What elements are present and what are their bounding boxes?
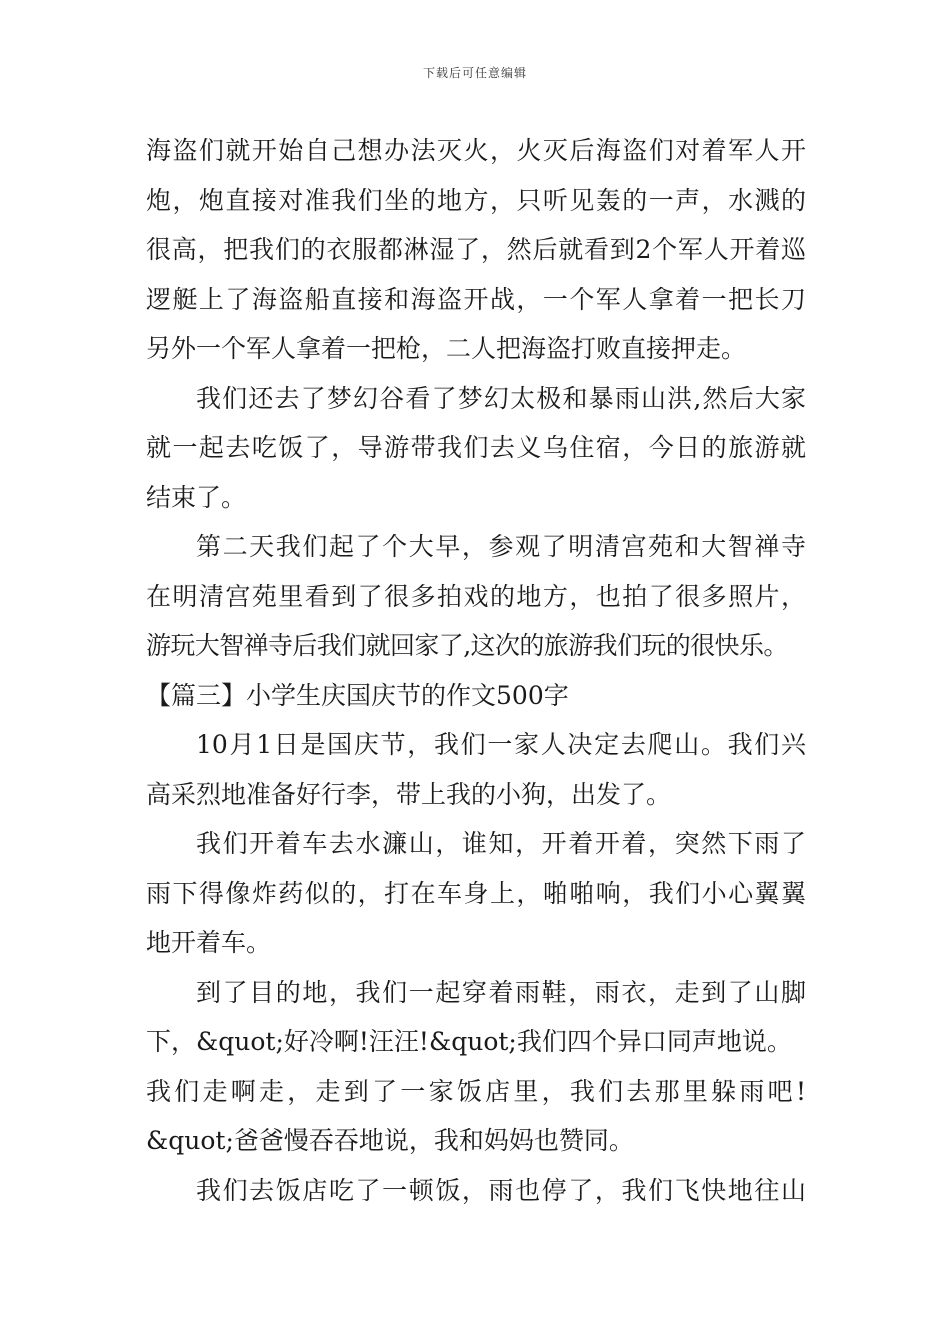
text-line: 我们走啊走，走到了一家饭店里，我们去那里躲雨吧! xyxy=(146,1076,806,1106)
paragraph-start-line: 第二天我们起了个大早，参观了明清宫苑和大智禅寺 xyxy=(196,532,806,561)
paragraph-start-line: 10月1日是国庆节，我们一家人决定去爬山。我们兴 xyxy=(196,730,806,759)
page-header: 下载后可任意编辑 xyxy=(422,66,527,80)
text-line: 地开着车。 xyxy=(146,928,272,957)
text-line: &quot;爸爸慢吞吞地说，我和妈妈也赞同。 xyxy=(146,1126,634,1155)
text-line: 雨下得像炸药似的，打在车身上，啪啪响，我们小心翼翼 xyxy=(146,878,806,908)
text-line: 结束了。 xyxy=(146,482,247,512)
text-line: 炮，炮直接对准我们坐的地方，只听见轰的一声，水溅的 xyxy=(146,185,806,215)
paragraph-start-line: 我们开着车去水濂山，谁知，开着开着，突然下雨了 xyxy=(196,829,806,858)
text-line: 高采烈地准备好行李，带上我的小狗，出发了。 xyxy=(146,779,672,809)
text-line: 逻艇上了海盗船直接和海盗开战，一个军人拿着一把长刀 xyxy=(146,284,806,314)
paragraph-start-line: 我们还去了梦幻谷看了梦幻太极和暴雨山洪,然后大家 xyxy=(196,383,806,413)
document-body xyxy=(146,126,806,1215)
text-line: 在明清宫苑里看到了很多拍戏的地方，也拍了很多照片， xyxy=(146,581,806,611)
text-line: 海盗们就开始自己想办法灭火，火灭后海盗们对着军人开 xyxy=(146,136,806,165)
text-line: 游玩大智禅寺后我们就回家了,这次的旅游我们玩的很快乐。 xyxy=(146,631,788,660)
paragraph-start-line: 我们去饭店吃了一顿饭，雨也停了，我们飞快地往山 xyxy=(196,1175,806,1205)
section-heading: 【篇三】小学生庆国庆节的作文500字 xyxy=(146,680,569,710)
text-line: 很高，把我们的衣服都淋湿了，然后就看到2个军人开着巡 xyxy=(146,235,806,264)
text-line: 就一起去吃饭了，导游带我们去义乌住宿，今日的旅游就 xyxy=(146,433,806,462)
text-line: 另外一个军人拿着一把枪，二人把海盗打败直接押走。 xyxy=(146,334,747,363)
paragraph-start-line: 到了目的地，我们一起穿着雨鞋，雨衣，走到了山脚 xyxy=(196,977,806,1007)
text-line: 下，&quot;好冷啊!汪汪!&quot;我们四个异口同声地说。 xyxy=(146,1027,792,1056)
